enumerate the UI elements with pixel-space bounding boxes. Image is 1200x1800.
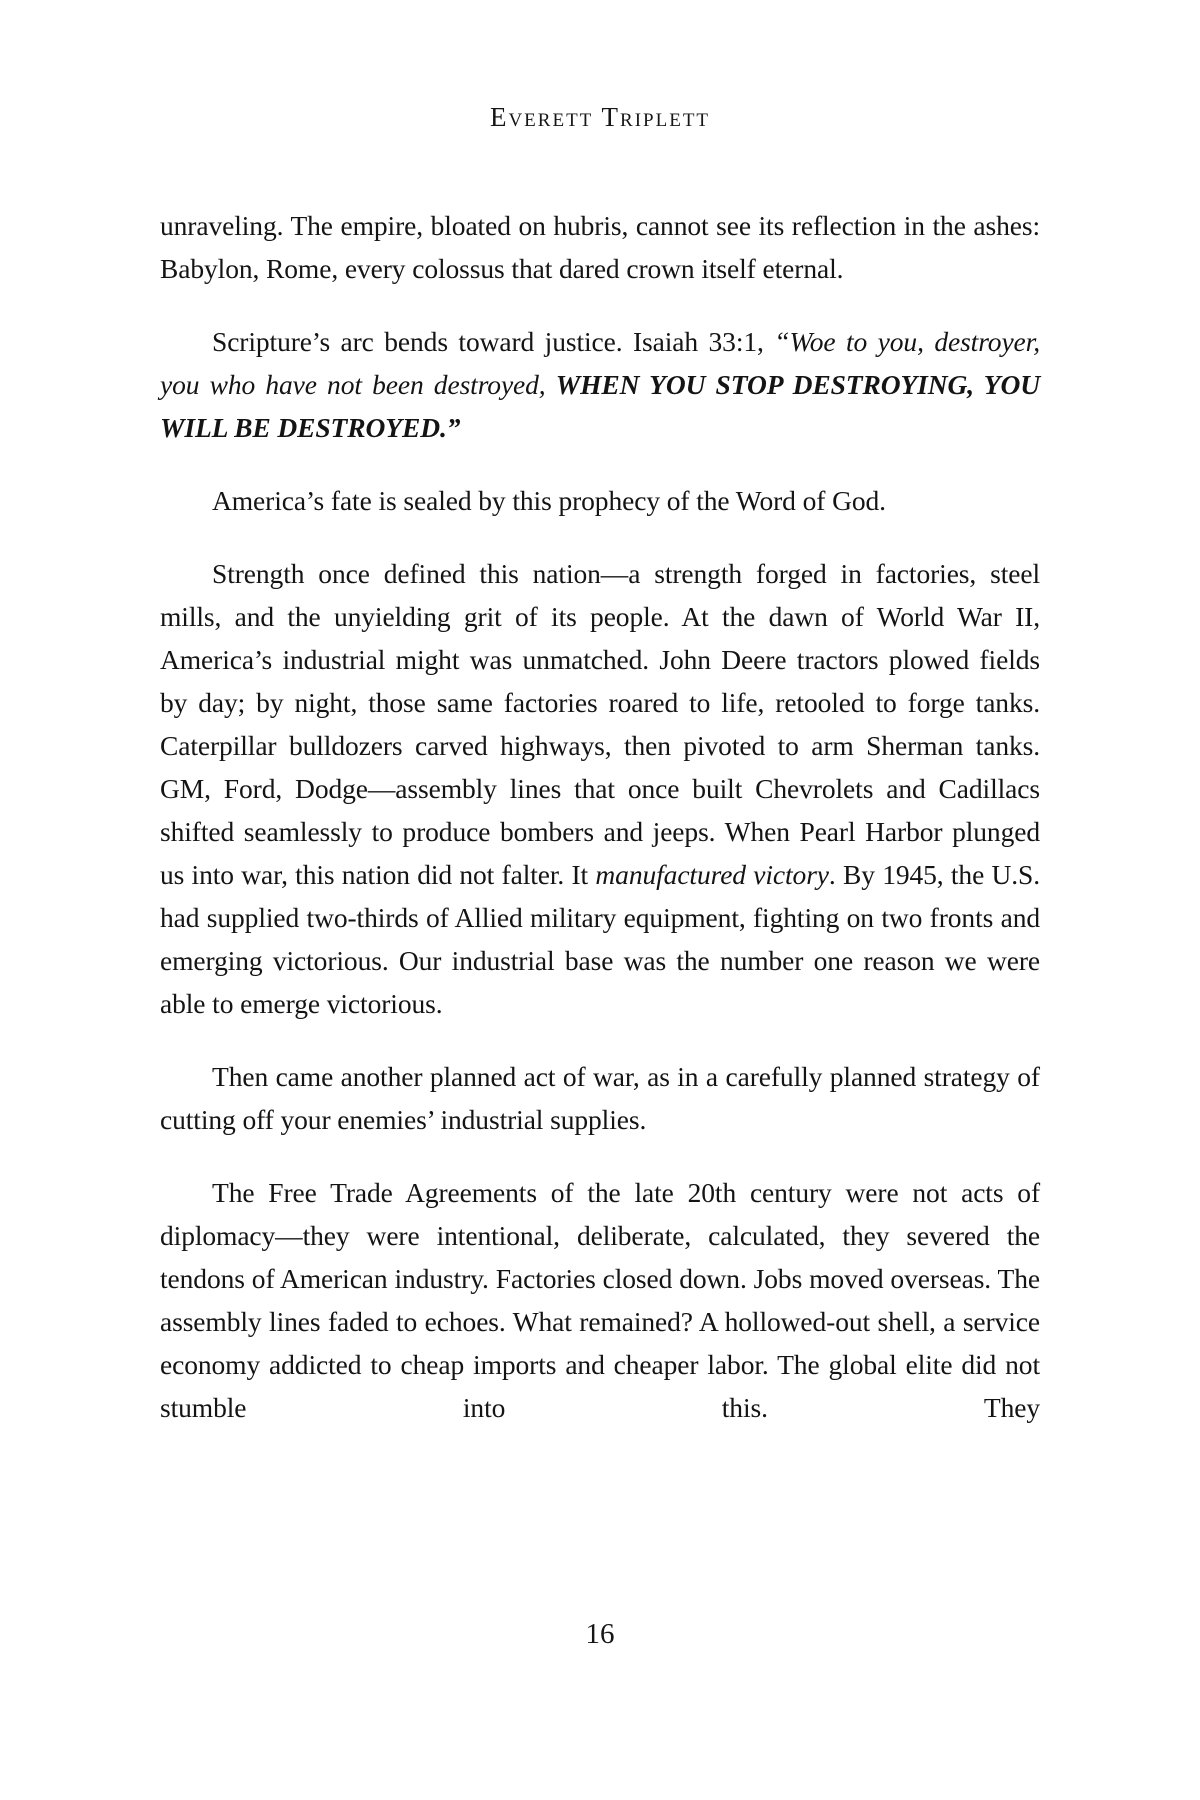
body-text	[160, 204, 1040, 1459]
running-header: Everett Triplett	[489, 102, 711, 132]
text-segment-normal: unraveling. The empire, bloated on hubris, cannot see its reflection in the ashes: Babylon, Rome, every colossus that dared crown itself eternal.	[160, 210, 1040, 284]
paragraph-4	[160, 552, 1040, 1025]
text-segment-normal: Strength once defined this nation—a strength forged in factories, steel mills, and the unyielding grit of its people. At the dawn of World War II, America’s industrial might was unmatched. John Deere tractors plowed fields by day; by night, those same factories roared to life, retooled to forge tanks. Caterpillar bulldozers carved highways, then pivoted to arm Sherman tanks. GM, Ford, Dodge—assembly lines that once built Chevrolets and Cadillacs shifted seamlessly to produce bombers and jeeps. When Pearl Harbor plunged us into war, this nation did not falter. It	[160, 558, 1040, 890]
page-number: 16	[585, 1618, 615, 1650]
text-segment-italic: manufactured victory	[595, 859, 829, 890]
text-segment-normal: Scripture’s arc bends toward justice. Isaiah 33:1,	[212, 326, 775, 357]
text-segment-italic: “Woe to you, destroyer, you who have not been destroyed,	[160, 326, 1040, 400]
text-segment-normal: America’s fate is sealed by this prophecy of the Word of God.	[212, 485, 886, 516]
text-segment-bold-italic: WHEN YOU STOP DESTROYING, YOU WILL BE DESTROYED.”	[160, 369, 1040, 443]
text-segment-normal: The Free Trade Agreements of the late 20th century were not acts of diplomacy—they were intentional, deliberate, calculated, they severed the tendons of American industry. Factories closed down. Jobs moved overseas. The assembly lines faded to echoes. What remained? A hollowed-out shell, a service economy addicted to cheap imports and cheaper labor. The global elite did not stumble into this. They	[160, 1177, 1040, 1423]
paragraph-6	[160, 1171, 1040, 1429]
paragraph-1	[160, 204, 1040, 290]
paragraph-5	[160, 1055, 1040, 1141]
paragraph-2	[160, 320, 1040, 449]
paragraph-3	[160, 479, 1040, 522]
text-segment-normal: Then came another planned act of war, as in a carefully planned strategy of cutting off your enemies’ industrial supplies.	[160, 1061, 1040, 1135]
text-segment-normal: . By 1945, the U.S. had supplied two-thirds of Allied military equipment, fighting on two fronts and emerging victorious. Our industrial base was the number one reason we were able to emerge victorious.	[160, 859, 1040, 1019]
